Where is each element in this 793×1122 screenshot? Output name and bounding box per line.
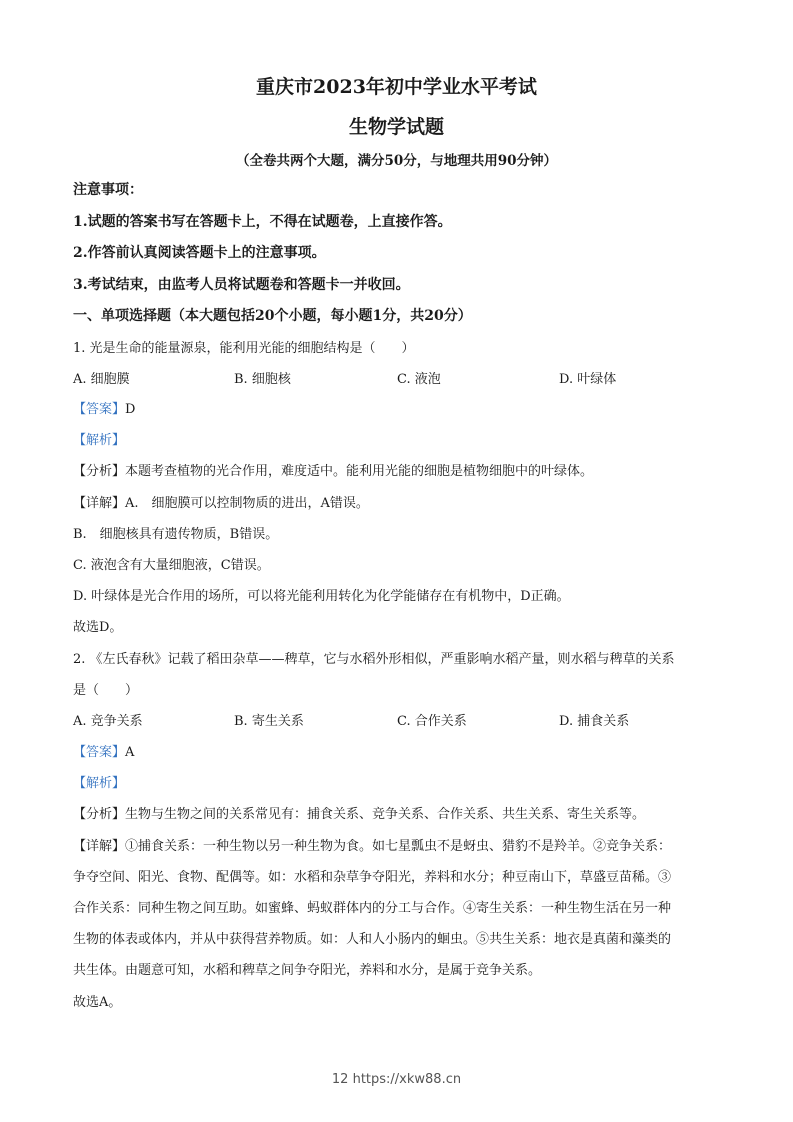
section-heading: 一、单项选择题（本大题包括20个小题，每小题1分，共20分） <box>73 308 472 324</box>
q1-option-d: D. 叶绿体 <box>559 372 617 387</box>
q1-stem: 1. 光是生命的能量源泉，能利用光能的细胞结构是（ ） <box>73 341 415 356</box>
q2-detail-line-3: 生物的体表或体内，并从中获得营养物质。如：人和人小肠内的蛔虫。⑤共生关系：地衣是真菌和藻类的 <box>73 932 672 947</box>
q1-option-a: A. 细胞膜 <box>73 372 130 387</box>
q1-option-c: C. 液泡 <box>397 372 441 387</box>
fenxi-tag: 【分析】 <box>73 464 126 479</box>
page-footer: 12 https://xkw88.cn <box>331 1072 462 1087</box>
q2-analysis-tag: 【解析】 <box>73 776 126 791</box>
answer-value: A <box>125 745 135 760</box>
fenxi-tag: 【分析】 <box>73 807 126 822</box>
q2-stem-line1: 2. 《左氏春秋》记载了稻田杂草——稗草，它与水稻外形相似，严重影响水稻产量，则水稻与稗草的关系 <box>73 652 675 667</box>
q2-option-a: A. 竞争关系 <box>73 714 143 729</box>
q1-line-c: C. 液泡含有大量细胞液，C错误。 <box>73 558 270 573</box>
q1-analysis-tag: 【解析】 <box>73 433 126 448</box>
q1-line-d: D. 叶绿体是光合作用的场所，可以将光能利用转化为化学能储存在有机物中，D正确。 <box>73 589 570 604</box>
notices-heading: 注意事项： <box>73 182 143 198</box>
exam-title: 重庆市2023年初中学业水平考试 <box>256 76 537 98</box>
answer-value: D <box>125 402 136 417</box>
fenxi-text: 本题考查植物的光合作用，难度适中。能利用光能的细胞是植物细胞中的叶绿体。 <box>125 464 594 479</box>
answer-tag: 【答案】 <box>73 745 126 760</box>
q2-option-b: B. 寄生关系 <box>234 714 304 729</box>
q2-fenxi <box>73 806 645 824</box>
q2-option-d: D. 捕食关系 <box>559 714 630 729</box>
q2-stem-line2: 是（ ） <box>73 683 139 698</box>
q1-detail <box>73 495 369 513</box>
q1-answer <box>73 401 135 419</box>
q2-detail-line-4: 共生体。由题意可知，水稻和稗草之间争夺阳光，养料和水分，是属于竞争关系。 <box>73 963 542 978</box>
notice-item-3: 3.考试结束，由监考人员将试题卷和答题卡一并收回。 <box>73 277 410 293</box>
detail-tag: 【详解】 <box>73 496 126 511</box>
q2-detail-line-2: 合作关系：同种生物之间互助。如蜜蜂、蚂蚁群体内的分工与合作。④寄生关系：一种生物生活在另一种 <box>73 901 672 916</box>
q1-fenxi <box>73 463 593 481</box>
answer-tag: 【答案】 <box>73 402 126 417</box>
notice-item-1: 1.试题的答案书写在答题卡上，不得在试题卷，上直接作答。 <box>73 214 452 230</box>
q2-detail <box>73 838 671 856</box>
q2-option-c: C. 合作关系 <box>397 714 467 729</box>
q2-answer <box>73 744 134 762</box>
q2-conclusion: 故选A。 <box>73 995 122 1010</box>
notice-item-2: 2.作答前认真阅读答题卡上的注意事项。 <box>73 245 326 261</box>
q1-conclusion: 故选D。 <box>73 620 123 635</box>
q1-line-b: B. 细胞核具有遗传物质，B错误。 <box>73 527 279 542</box>
q2-detail-line-1: 争夺空间、阳光、食物、配偶等。如：水稻和杂草争夺阳光，养料和水分；种豆南山下，草盛豆苗稀。③ <box>73 870 672 885</box>
detail-tag: 【详解】 <box>73 839 126 854</box>
detail-text: A. 细胞膜可以控制物质的进出，A错误。 <box>125 496 369 511</box>
exam-subtitle: 生物学试题 <box>348 116 444 138</box>
detail-text: ①捕食关系：一种生物以另一种生物为食。如七星瓢虫不是蚜虫、猎豹不是羚羊。②竞争关系： <box>125 839 672 854</box>
exam-note: （全卷共两个大题，满分50分，与地理共用90分钟） <box>235 153 558 169</box>
q1-option-b: B. 细胞核 <box>234 372 291 387</box>
fenxi-text: 生物与生物之间的关系常见有：捕食关系、竞争关系、合作关系、共生关系、寄生关系等。 <box>125 807 646 822</box>
